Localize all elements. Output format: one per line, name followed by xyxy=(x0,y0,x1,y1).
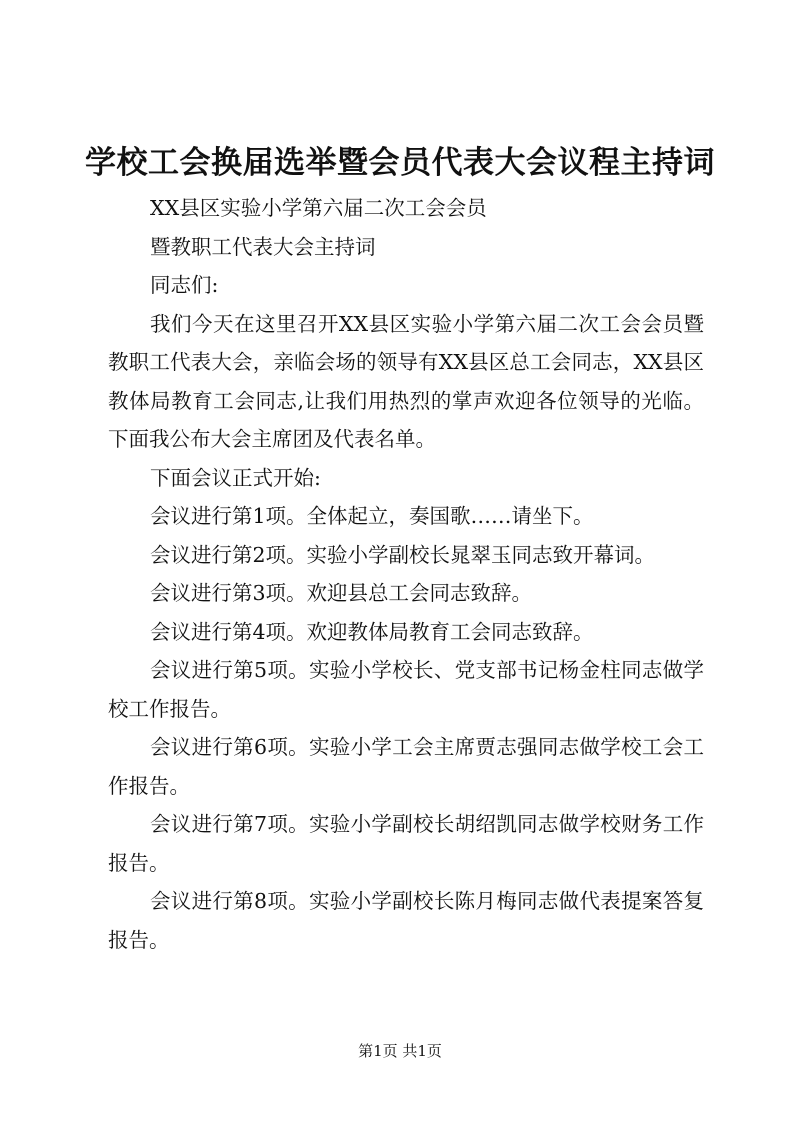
agenda-item-6: 会议进行第6项。实验小学工会主席贾志强同志做学校工会工作报告。 xyxy=(108,735,704,798)
document-body xyxy=(108,189,704,959)
paragraph-opening: 我们今天在这里召开XX县区实验小学第六届二次工会会员暨教职工代表大会，亲临会场的领导有XX县区总工会同志，XX县区教体局教育工会同志,让我们用热烈的掌声欢迎各位领导的光临。下面我公布大会主席团及代表名单。 xyxy=(108,311,704,451)
agenda-item-3: 会议进行第3项。欢迎县总工会同志致辞。 xyxy=(150,581,533,605)
agenda-item-2: 会议进行第2项。实验小学副校长晁翠玉同志致开幕词。 xyxy=(150,542,656,567)
agenda-item-7: 会议进行第7项。实验小学副校长胡绍凯同志做学校财务工作报告。 xyxy=(108,812,704,875)
agenda-item-4: 会议进行第4项。欢迎教体局教育工会同志致辞。 xyxy=(150,619,594,644)
agenda-item-1: 会议进行第1项。全体起立，奏国歌……请坐下。 xyxy=(150,504,594,528)
agenda-item-5: 会议进行第5项。实验小学校长、党支部书记杨金柱同志做学校工作报告。 xyxy=(108,658,704,721)
paragraph-greeting: 同志们: xyxy=(150,273,219,297)
paragraph-speech-title: 暨教职工代表大会主持词 xyxy=(150,234,376,259)
paragraph-meeting-start: 下面会议正式开始: xyxy=(150,465,321,490)
page-footer: 第1页 共1页 xyxy=(358,1042,442,1060)
document-title: 学校工会换届选举暨会员代表大会议程主持词 xyxy=(85,145,715,181)
paragraph-org-line: XX县区实验小学第六届二次工会会员 xyxy=(150,196,487,220)
agenda-item-8: 会议进行第8项。实验小学副校长陈月梅同志做代表提案答复报告。 xyxy=(108,889,704,952)
